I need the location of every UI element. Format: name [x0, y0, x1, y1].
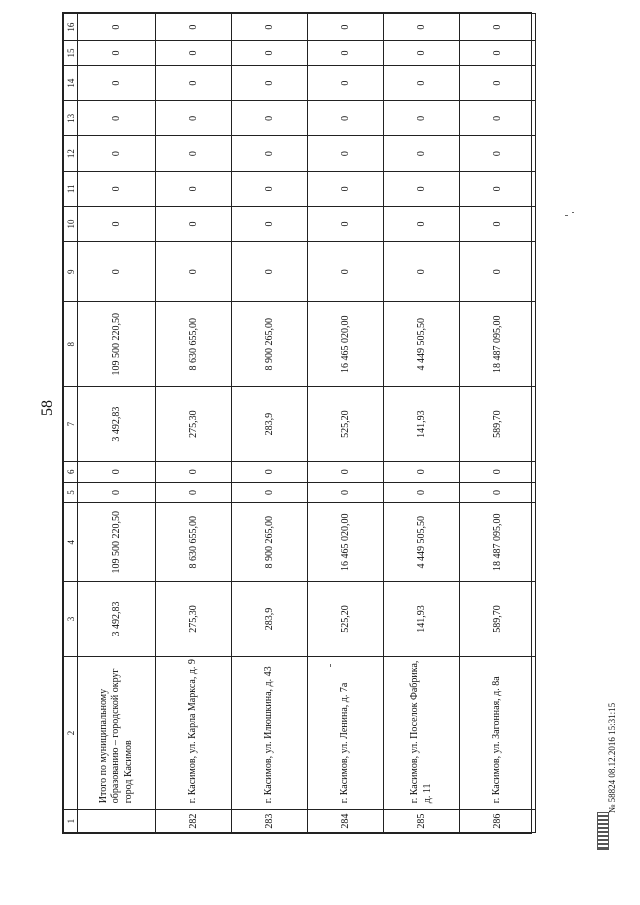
row-number: 283: [232, 810, 308, 833]
column-header: 12: [64, 136, 78, 171]
row-value: 0: [156, 206, 232, 241]
row-value: 275,30: [156, 387, 232, 462]
total-value: 109 500 220,50: [78, 302, 156, 387]
register-table-body: [64, 14, 536, 833]
row-value: 0: [308, 482, 384, 503]
row-value: 0: [384, 65, 460, 100]
scan-speck: [330, 664, 331, 667]
row-value: 0: [460, 461, 536, 482]
row-value: 0: [460, 101, 536, 136]
scan-speck: [565, 215, 568, 216]
register-table-frame: [62, 12, 532, 834]
total-value: 0: [78, 14, 156, 41]
row-value: 0: [156, 242, 232, 302]
row-value: 0: [308, 41, 384, 66]
row-value: 141,93: [384, 387, 460, 462]
table-row: [232, 14, 308, 833]
row-value: 525,20: [308, 582, 384, 657]
column-header: 8: [64, 302, 78, 387]
row-value: 0: [308, 171, 384, 206]
row-address: г. Касимов, ул. Илюшкина, д. 43: [232, 656, 308, 809]
column-header: 3: [64, 582, 78, 657]
row-value: 4 449 505,50: [384, 302, 460, 387]
row-value: 589,70: [460, 387, 536, 462]
row-value: 0: [156, 14, 232, 41]
row-value: 0: [156, 136, 232, 171]
column-header: 7: [64, 387, 78, 462]
row-value: 0: [460, 136, 536, 171]
row-address: г. Касимов, ул. Загонная, д. 8а: [460, 656, 536, 809]
row-value: 0: [232, 171, 308, 206]
row-value: 0: [308, 14, 384, 41]
row-value: 0: [384, 136, 460, 171]
total-value: 0: [78, 206, 156, 241]
register-table-rotated: [63, 13, 531, 833]
row-value: 0: [460, 14, 536, 41]
row-value: 0: [384, 171, 460, 206]
row-address: г. Касимов, ул. Поселок Фабрика, д. 11: [384, 656, 460, 809]
row-value: 0: [232, 14, 308, 41]
total-num-cell: [78, 810, 156, 833]
row-address: г. Касимов, ул. Ленина, д. 7а: [308, 656, 384, 809]
row-value: 0: [308, 65, 384, 100]
row-value: 0: [384, 206, 460, 241]
row-value: 8 900 265,00: [232, 302, 308, 387]
row-value: 0: [460, 482, 536, 503]
table-row: [460, 14, 536, 833]
table-row: [156, 14, 232, 833]
total-value: 0: [78, 461, 156, 482]
row-value: 0: [156, 65, 232, 100]
row-value: 0: [384, 461, 460, 482]
row-value: 0: [232, 242, 308, 302]
column-header: 16: [64, 14, 78, 41]
row-value: 0: [232, 101, 308, 136]
total-value: 0: [78, 171, 156, 206]
row-value: 0: [232, 65, 308, 100]
row-value: 8 630 655,00: [156, 503, 232, 582]
column-header: 14: [64, 65, 78, 100]
row-value: 8 900 265,00: [232, 503, 308, 582]
column-header: 15: [64, 41, 78, 66]
row-value: 0: [232, 461, 308, 482]
column-header: 6: [64, 461, 78, 482]
page-number: 58: [39, 400, 56, 416]
total-label: Итого по муниципальному образованию – городской округ город Касимов: [78, 656, 156, 809]
column-header: 10: [64, 206, 78, 241]
row-value: 0: [308, 461, 384, 482]
table-row: [384, 14, 460, 833]
row-value: 141,93: [384, 582, 460, 657]
total-value: 3 492,83: [78, 582, 156, 657]
table-row: [308, 14, 384, 833]
row-value: 0: [156, 41, 232, 66]
row-value: 0: [156, 461, 232, 482]
row-value: 0: [156, 171, 232, 206]
row-number: 286: [460, 810, 536, 833]
row-value: 0: [156, 101, 232, 136]
row-value: 0: [460, 41, 536, 66]
row-value: 0: [308, 242, 384, 302]
total-value: 0: [78, 136, 156, 171]
total-value: 0: [78, 41, 156, 66]
row-value: 18 487 095,00: [460, 503, 536, 582]
column-header: 13: [64, 101, 78, 136]
column-header: 9: [64, 242, 78, 302]
row-value: 0: [384, 482, 460, 503]
row-value: 4 449 505,50: [384, 503, 460, 582]
row-value: 0: [384, 101, 460, 136]
total-value: 0: [78, 101, 156, 136]
header-row: [64, 14, 78, 833]
row-value: 0: [308, 101, 384, 136]
total-value: 109 500 220,50: [78, 503, 156, 582]
row-value: 0: [384, 14, 460, 41]
row-value: 283,9: [232, 387, 308, 462]
row-value: 8 630 655,00: [156, 302, 232, 387]
row-address: г. Касимов, ул. Карла Маркса, д. 9: [156, 656, 232, 809]
row-value: 0: [460, 65, 536, 100]
row-value: 0: [384, 41, 460, 66]
row-value: 0: [232, 136, 308, 171]
row-value: 0: [232, 482, 308, 503]
row-value: 18 487 095,00: [460, 302, 536, 387]
row-value: 16 465 020,00: [308, 302, 384, 387]
row-value: 525,20: [308, 387, 384, 462]
row-value: 0: [460, 242, 536, 302]
column-header: 1: [64, 810, 78, 833]
total-row: [78, 14, 156, 833]
column-header: 11: [64, 171, 78, 206]
total-value: 0: [78, 65, 156, 100]
row-value: 0: [308, 206, 384, 241]
total-value: 0: [78, 482, 156, 503]
row-number: 284: [308, 810, 384, 833]
row-value: 0: [460, 206, 536, 241]
row-value: 589,70: [460, 582, 536, 657]
row-value: 0: [460, 171, 536, 206]
row-value: 0: [232, 206, 308, 241]
column-header: 4: [64, 503, 78, 582]
row-value: 275,30: [156, 582, 232, 657]
register-table: [63, 13, 536, 833]
document-id: № 58824 08.12.2016 15:31:15: [607, 702, 617, 814]
row-value: 283,9: [232, 582, 308, 657]
row-number: 282: [156, 810, 232, 833]
row-value: 0: [232, 41, 308, 66]
total-value: 3 492,83: [78, 387, 156, 462]
row-value: 0: [384, 242, 460, 302]
scan-speck: [572, 212, 574, 213]
row-value: 0: [156, 482, 232, 503]
column-header: 5: [64, 482, 78, 503]
row-number: 285: [384, 810, 460, 833]
total-value: 0: [78, 242, 156, 302]
column-header: 2: [64, 656, 78, 809]
row-value: 16 465 020,00: [308, 503, 384, 582]
row-value: 0: [308, 136, 384, 171]
